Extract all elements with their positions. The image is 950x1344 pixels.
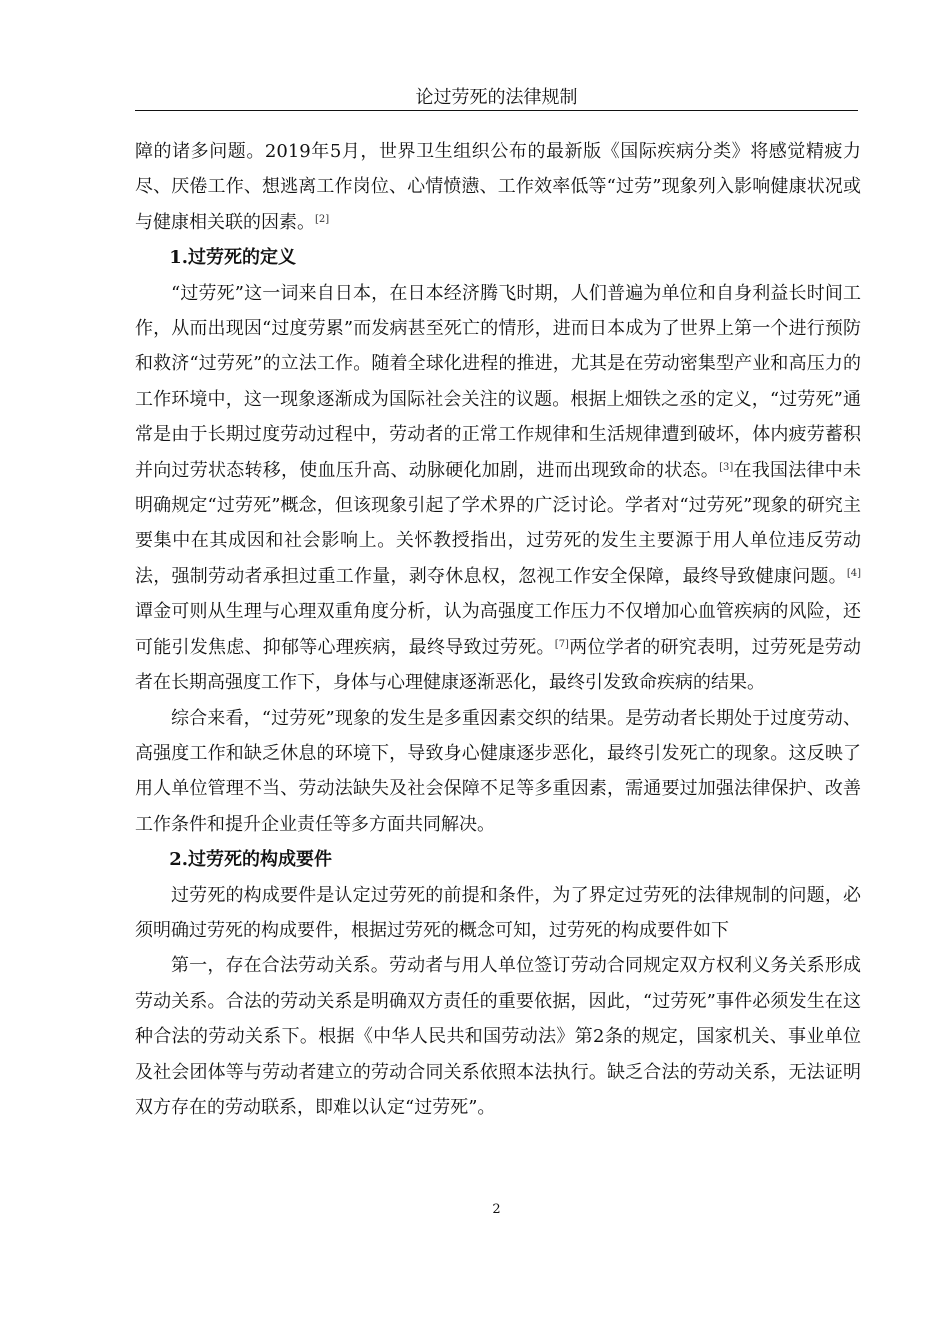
paragraph-text: 在我国法律中未明确规定“过劳死”概念，但该现象引起了学术界的广泛讨论。学者对“过劳死”现象的研究主要集中在其成因和社会影响上。关怀教授指出，过劳死的发生主要源于用人单位违反劳动法，强制劳动者承担过重工作量，剥夺休息权，忽视工作安全保障，最终导致健康问题。 bbox=[135, 459, 861, 587]
citation-ref: [7] bbox=[554, 638, 569, 650]
paragraph-summary: 综合来看，“过劳死”现象的发生是多重因素交织的结果。是劳动者长期处于过度劳动、高强度工作和缺乏休息的环境下，导致身心健康逐步恶化，最终引发死亡的现象。这反映了用人单位管理不当、劳动法缺失及社会保障不足等多重因素，需通要过加强法律保护、改善工作条件和提升企业责任等多方面共同解决。 bbox=[135, 707, 861, 835]
body-text bbox=[135, 134, 861, 1125]
section-heading-definition: 1.过劳死的定义 bbox=[169, 247, 296, 269]
citation-ref: [3] bbox=[719, 461, 734, 473]
paragraph-text: 两位学者的研究表明，过劳死是劳动者在长期高强度工作下，身体与心理健康逐渐恶化，最终引发致命疾病的结果。 bbox=[135, 636, 861, 694]
page-number: 2 bbox=[492, 1202, 501, 1217]
paragraph-text: “过劳死”这一词来自日本，在日本经济腾飞时期，人们普遍为单位和自身利益长时间工作，从而出现因“过度劳累”而发病甚至死亡的情形，进而日本成为了世界上第一个进行预防和救济“过劳死”的立法工作。随着全球化进程的推进，尤其是在劳动密集型产业和高压力的工作环境中，这一现象逐渐成为国际社会关注的议题。根据上畑铁之丞的定义，“过劳死”通常是由于长期过度劳动过程中，劳动者的正常工作规律和生活规律遭到破坏，体内疲劳蓄积并向过劳状态转移，使血压升高、动脉硬化加剧，进而出现致命的状态。 bbox=[135, 282, 861, 481]
paragraph-first-element: 第一，存在合法劳动关系。劳动者与用人单位签订劳动合同规定双方权利义务关系形成劳动关系。合法的劳动关系是明确双方责任的重要依据，因此，“过劳死”事件必须发生在这种合法的劳动关系下。根据《中华人民共和国劳动法》第2条的规定，国家机关、事业单位及社会团体等与劳动者建立的劳动合同关系依照本法执行。缺乏合法的劳动关系，无法证明双方存在的劳动联系，即难以认定“过劳死”。 bbox=[135, 955, 861, 1118]
paragraph-text: 谭金可则从生理与心理双重角度分析，认为高强度工作压力不仅增加心血管疾病的风险，还可能引发焦虑、抑郁等心理疾病，最终导致过劳死。 bbox=[135, 601, 861, 658]
header-rule bbox=[135, 110, 858, 111]
paragraph-continuation bbox=[135, 134, 861, 240]
citation-ref: [2] bbox=[315, 213, 330, 225]
section-heading-elements: 2.过劳死的构成要件 bbox=[169, 849, 332, 871]
running-header: 论过劳死的法律规制 bbox=[415, 87, 578, 108]
paragraph-text: 障的诸多问题。2019年5月，世界卫生组织公布的最新版《国际疾病分类》将感觉精疲力尽、厌倦工作、想逃离工作岗位、心情愤懑、工作效率低等“过劳”现象列入影响健康状况或与健康相关联的因素。 bbox=[135, 141, 861, 233]
paragraph-elements-intro: 过劳死的构成要件是认定过劳死的前提和条件，为了界定过劳死的法律规制的问题，必须明确过劳死的构成要件，根据过劳死的概念可知，过劳死的构成要件如下 bbox=[135, 884, 861, 941]
citation-ref: [4] bbox=[846, 567, 861, 579]
paragraph-definition bbox=[135, 276, 861, 701]
